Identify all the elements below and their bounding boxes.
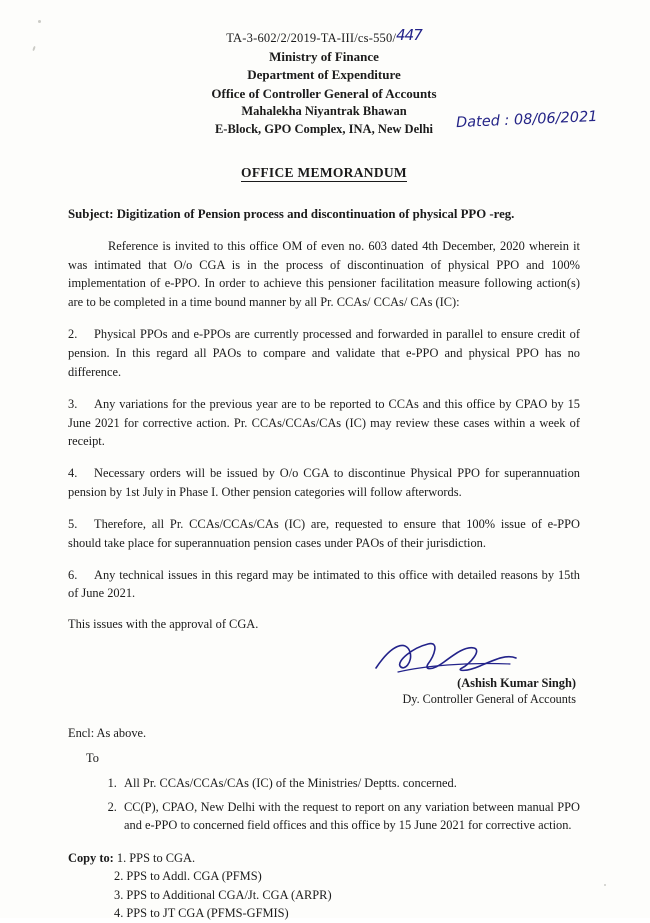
paragraph-2 [68,325,580,382]
signature-block [68,638,580,707]
reference-handwritten: 447 [396,26,422,44]
page-title [68,165,580,181]
page-title-text: OFFICE MEMORANDUM [241,164,407,180]
recipient-list [68,774,580,835]
scan-speck [604,884,606,886]
reference-line [68,28,580,46]
paragraph-4 [68,464,580,502]
letterhead-line-2: Department of Expenditure [247,67,401,83]
paragraph-6-number: 6. [68,567,78,582]
subject-line: Subject: Digitization of Pension process and discontinuation of physical PPO -reg. [68,206,515,221]
letterhead-line-3: Office of Controller General of Accounts [211,85,437,101]
paragraph-1-text: Reference is invited to this office OM of even no. 603 dated 4th December, 2020 wherein it was intimated that O/o CGA is in the process of discontinuation of physical PPO and 100% implementation of e-PPO. In order to achieve this pensioner facilitation measure following action(s) are to be completed in a time bound manner by all Pr. CCAs/ CCAs/ CAs (IC): [68,238,580,310]
reference-number: TA-3-602/2/2019-TA-III/cs-550/ [226,31,397,45]
closing-line: This issues with the approval of CGA. [68,617,259,632]
dated-handwritten: Dated : 08/06/2021 [456,108,599,132]
copy-to-item-1: 1. PPS to CGA. [116,851,196,866]
letterhead-line-1: Ministry of Finance [269,49,379,64]
copy-to-block [68,849,580,922]
to-label: To [86,751,99,766]
list-item: 1. All Pr. CCAs/CCAs/CAs (IC) of the Ministries/ Deptts. concerned. [120,774,580,793]
signatory-name: (Ashish Kumar Singh) [457,676,576,691]
paragraph-3-number: 3. [68,396,78,411]
paragraph-1 [68,237,580,312]
paragraph-4-text: Necessary orders will be issued by O/o CGA to discontinue Physical PPO for superannuation pension by 1st July in Phase I. Other pension categories will follow afterwords. [68,466,580,500]
list-item: 2. CC(P), CPAO, New Delhi with the request to report on any variation between manual PPO and e-PPO to concerned field offices and this office by 15 June 2021 for corrective action. [120,798,580,835]
paragraph-5-text: Therefore, all Pr. CCAs/CCAs/CAs (IC) are, requested to ensure that 100% issue of e-PPO should take place for superannuation pension cases under PAOs of their jurisdiction. [68,516,580,550]
scan-speck [38,20,41,23]
paragraph-2-number: 2. [68,327,78,342]
copy-to-item-3: 3. PPS to Additional CGA/Jt. CGA (ARPR) [114,887,332,902]
paragraph-5 [68,515,580,553]
copy-to-label: Copy to: [68,851,114,866]
document-body [68,26,599,923]
paragraph-2-text: Physical PPOs and e-PPOs are currently processed and forwarded in parallel to ensure credit of pension. In this regard all PAOs to compare and validate that e-PPO and physical PPO has no difference. [68,327,580,379]
signatory-designation: Dy. Controller General of Accounts [402,692,576,707]
paragraph-3 [68,395,580,452]
letterhead-line-4: Mahalekha Niyantrak Bhawan [241,104,407,119]
copy-to-item-2: 2. PPS to Addl. CGA (PFMS) [114,869,262,884]
letterhead-line-5: E-Block, GPO Complex, INA, New Delhi [214,122,434,137]
paragraph-3-text: Any variations for the previous year are to be reported to CCAs and this office by CPAO by 15 June 2021 for corrective action. Pr. CCAs/CCAs/CAs (IC) may review these cases within a week of receipt. [68,396,580,449]
paragraph-6-text: Any technical issues in this regard may be intimated to this office with detailed reasons by 15th of June 2021. [68,567,580,601]
signature-icon [370,638,520,678]
paragraph-6 [68,566,580,604]
copy-to-item-4: 4. PPS to JT CGA (PFMS-GFMIS) [114,906,289,921]
copy-to-first-line [68,849,580,867]
scan-speck [32,46,36,51]
paragraph-4-number: 4. [68,466,78,481]
paragraph-5-number: 5. [68,516,78,531]
enclosure-line: Encl: As above. [68,726,147,741]
